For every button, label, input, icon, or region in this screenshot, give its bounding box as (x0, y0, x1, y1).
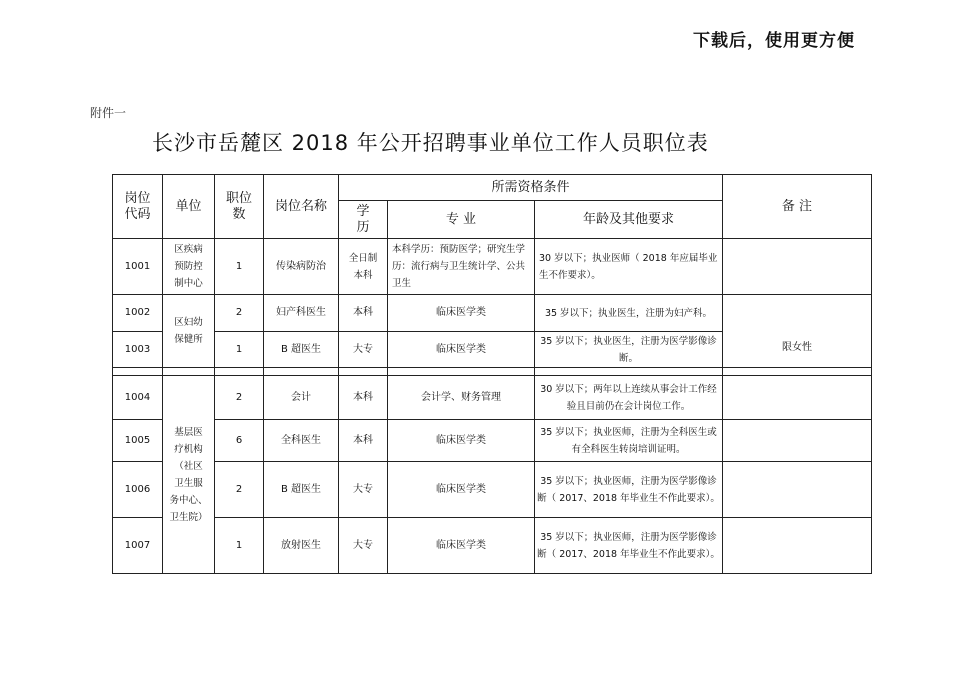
cell-major: 临床医学类 (388, 295, 535, 332)
header-count: 职位 数 (215, 175, 264, 239)
header-code: 岗位 代码 (113, 175, 163, 239)
cell-position-name: 放射医生 (264, 518, 339, 574)
cell-age-other: 35 岁以下；执业医生，注册为妇产科。 (535, 295, 723, 332)
table-row (113, 376, 872, 420)
cell-age-other: 35 岁以下；执业医师，注册为医学影像诊断（ 2017、2018 年毕业生不作此要求）。 (535, 518, 723, 574)
cell-count: 1 (215, 332, 264, 368)
cell-education: 本科 (339, 420, 388, 462)
cell-age-other: 30 岁以下；执业医师（ 2018 年应届毕业生不作要求）。 (535, 239, 723, 295)
cell-remarks (723, 462, 872, 518)
cell-education: 大专 (339, 518, 388, 574)
cell-position-name: 妇产科医生 (264, 295, 339, 332)
cell-unit: 基层医 疗机构 （社区 卫生服 务中心、 卫生院） (163, 376, 215, 574)
cell-age-other: 30 岁以下；两年以上连续从事会计工作经验且目前仍在会计岗位工作。 (535, 376, 723, 420)
cell-position-name: B 超医生 (264, 462, 339, 518)
table-row (113, 239, 872, 295)
cell-count: 1 (215, 518, 264, 574)
header-age-other: 年龄及其他要求 (535, 201, 723, 239)
cell-remarks (723, 239, 872, 295)
page-title: 长沙市岳麓区 2018 年公开招聘事业单位工作人员职位表 (152, 131, 709, 155)
cell-remarks (723, 420, 872, 462)
cell-count: 1 (215, 239, 264, 295)
cell-position-name: B 超医生 (264, 332, 339, 368)
cell-position-name: 传染病防治 (264, 239, 339, 295)
cell-remarks (723, 376, 872, 420)
cell-count: 2 (215, 462, 264, 518)
header-remarks: 备 注 (723, 175, 872, 239)
cell-education: 本科 (339, 376, 388, 420)
cell-code: 1004 (113, 376, 163, 420)
download-banner: 下载后，使用更方便 (693, 31, 855, 51)
cell-code: 1002 (113, 295, 163, 332)
table-row (113, 420, 872, 462)
table-row (113, 518, 872, 574)
header-major: 专 业 (388, 201, 535, 239)
cell-education: 大专 (339, 332, 388, 368)
cell-remarks: 限女性 (723, 295, 872, 368)
cell-code: 1006 (113, 462, 163, 518)
header-position-name: 岗位名称 (264, 175, 339, 239)
cell-unit: 区妇幼 保健所 (163, 295, 215, 368)
positions-table (112, 174, 872, 574)
cell-age-other: 35 岁以下；执业医师，注册为医学影像诊断（ 2017、2018 年毕业生不作此要求）。 (535, 462, 723, 518)
table-row (113, 462, 872, 518)
cell-count: 2 (215, 295, 264, 332)
cell-unit: 区疾病 预防控 制中心 (163, 239, 215, 295)
cell-count: 6 (215, 420, 264, 462)
cell-code: 1007 (113, 518, 163, 574)
cell-major: 会计学、财务管理 (388, 376, 535, 420)
cell-age-other: 35 岁以下；执业医师，注册为全科医生或有全科医生转岗培训证明。 (535, 420, 723, 462)
cell-count: 2 (215, 376, 264, 420)
cell-position-name: 会计 (264, 376, 339, 420)
attachment-label: 附件一 (90, 106, 127, 120)
cell-major: 临床医学类 (388, 462, 535, 518)
cell-education: 全日制 本科 (339, 239, 388, 295)
table-row (113, 295, 872, 332)
cell-major: 临床医学类 (388, 420, 535, 462)
cell-major: 临床医学类 (388, 332, 535, 368)
cell-code: 1005 (113, 420, 163, 462)
cell-position-name: 全科医生 (264, 420, 339, 462)
cell-age-other: 35 岁以下；执业医生，注册为医学影像诊断。 (535, 332, 723, 368)
cell-education: 大专 (339, 462, 388, 518)
cell-education: 本科 (339, 295, 388, 332)
header-unit: 单位 (163, 175, 215, 239)
cell-major: 本科学历：预防医学；研究生学历：流行病与卫生统计学、公共卫生 (388, 239, 535, 295)
cell-code: 1001 (113, 239, 163, 295)
cell-remarks (723, 518, 872, 574)
cell-major: 临床医学类 (388, 518, 535, 574)
cell-code: 1003 (113, 332, 163, 368)
header-education: 学 历 (339, 201, 388, 239)
header-qualifications: 所需资格条件 (339, 175, 723, 201)
